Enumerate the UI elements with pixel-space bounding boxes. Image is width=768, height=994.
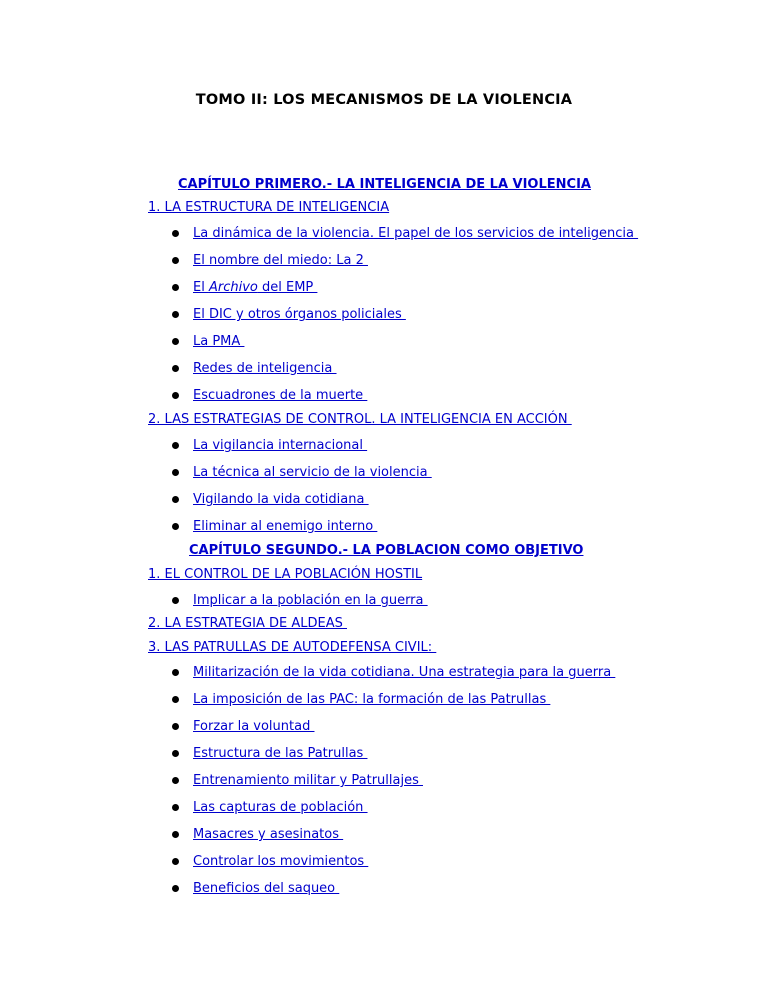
bullet-icon — [172, 442, 179, 449]
toc-link[interactable]: Militarización de la vida cotidiana. Una estrategia para la guerra — [193, 665, 616, 680]
toc-link[interactable]: Vigilando la vida cotidiana — [193, 492, 369, 507]
bullet-icon — [172, 885, 179, 892]
list-item — [172, 665, 615, 680]
list-item — [172, 593, 428, 608]
list-item — [172, 492, 369, 507]
list-item — [172, 692, 550, 707]
bullet-icon — [172, 392, 179, 399]
list-item — [172, 854, 368, 869]
toc-link[interactable]: Implicar a la población en la guerra — [193, 593, 428, 608]
bullet-icon — [172, 469, 179, 476]
toc-link[interactable]: Forzar la voluntad — [193, 719, 315, 734]
section-3-link[interactable]: 1. EL CONTROL DE LA POBLACIÓN HOSTIL — [148, 567, 423, 582]
list-item — [172, 719, 314, 734]
bullet-icon — [172, 496, 179, 503]
toc-link[interactable]: La PMA — [193, 334, 245, 349]
toc-link[interactable]: La dinámica de la violencia. El papel de los servicios de inteligencia — [193, 226, 639, 241]
toc-link[interactable]: El nombre del miedo: La 2 — [193, 253, 368, 268]
list-item — [172, 465, 432, 480]
toc-link[interactable]: Entrenamiento militar y Patrullajes — [193, 773, 423, 788]
section-1-link[interactable]: 1. LA ESTRUCTURA DE INTELIGENCIA — [148, 200, 390, 215]
list-item — [172, 388, 367, 403]
list-item — [172, 881, 339, 896]
toc-link[interactable]: La técnica al servicio de la violencia — [193, 465, 432, 480]
toc-link[interactable]: Estructura de las Patrullas — [193, 746, 368, 761]
bullet-icon — [172, 284, 179, 291]
bullet-icon — [172, 365, 179, 372]
list-item — [172, 519, 377, 534]
bullet-icon — [172, 669, 179, 676]
bullet-icon — [172, 777, 179, 784]
list-item — [172, 773, 423, 788]
toc-link[interactable]: Las capturas de población — [193, 800, 368, 815]
bullet-icon — [172, 804, 179, 811]
bullet-icon — [172, 257, 179, 264]
bullet-icon — [172, 230, 179, 237]
toc-link[interactable]: La vigilancia internacional — [193, 438, 368, 453]
toc-link[interactable]: Eliminar al enemigo interno — [193, 519, 378, 534]
toc-link[interactable]: Controlar los movimientos — [193, 854, 369, 869]
bullet-icon — [172, 338, 179, 345]
page-title: TOMO II: LOS MECANISMOS DE LA VIOLENCIA — [195, 92, 573, 108]
bullet-icon — [172, 597, 179, 604]
list-item — [172, 361, 337, 376]
toc-link[interactable]: La imposición de las PAC: la formación de las Patrullas — [193, 692, 551, 707]
toc-link[interactable]: El DIC y otros órganos policiales — [193, 307, 406, 322]
archivo-rest: del EMP — [262, 280, 318, 295]
archivo-prefix: El — [193, 280, 209, 295]
list-item — [172, 253, 368, 268]
list-item — [172, 334, 244, 349]
bullet-icon — [172, 723, 179, 730]
toc-link[interactable]: Escuadrones de la muerte — [193, 388, 368, 403]
list-item — [172, 226, 638, 241]
bullet-icon — [172, 523, 179, 530]
toc-link-archivo[interactable] — [193, 280, 317, 295]
list-item — [172, 827, 343, 842]
toc-link[interactable]: Masacres y asesinatos — [193, 827, 344, 842]
bullet-icon — [172, 696, 179, 703]
toc-link[interactable]: Redes de inteligencia — [193, 361, 337, 376]
chapter-2-link[interactable]: CAPÍTULO SEGUNDO.- LA POBLACION COMO OBJETIVO — [189, 543, 584, 558]
list-item — [172, 438, 367, 453]
section-5-link[interactable]: 3. LAS PATRULLAS DE AUTODEFENSA CIVIL: — [148, 640, 437, 655]
list-item — [172, 307, 406, 322]
chapter-1-link[interactable]: CAPÍTULO PRIMERO.- LA INTELIGENCIA DE LA VIOLENCIA — [178, 177, 591, 192]
archivo-word: Archivo — [208, 280, 258, 295]
list-item — [172, 746, 367, 761]
toc-link[interactable]: Beneficios del saqueo — [193, 881, 340, 896]
section-4-link[interactable]: 2. LA ESTRATEGIA DE ALDEAS — [148, 616, 347, 631]
list-item — [172, 280, 317, 295]
bullet-icon — [172, 750, 179, 757]
bullet-icon — [172, 311, 179, 318]
bullet-icon — [172, 831, 179, 838]
bullet-icon — [172, 858, 179, 865]
section-2-link[interactable]: 2. LAS ESTRATEGIAS DE CONTROL. LA INTELIGENCIA EN ACCIÓN — [148, 412, 572, 427]
list-item — [172, 800, 368, 815]
